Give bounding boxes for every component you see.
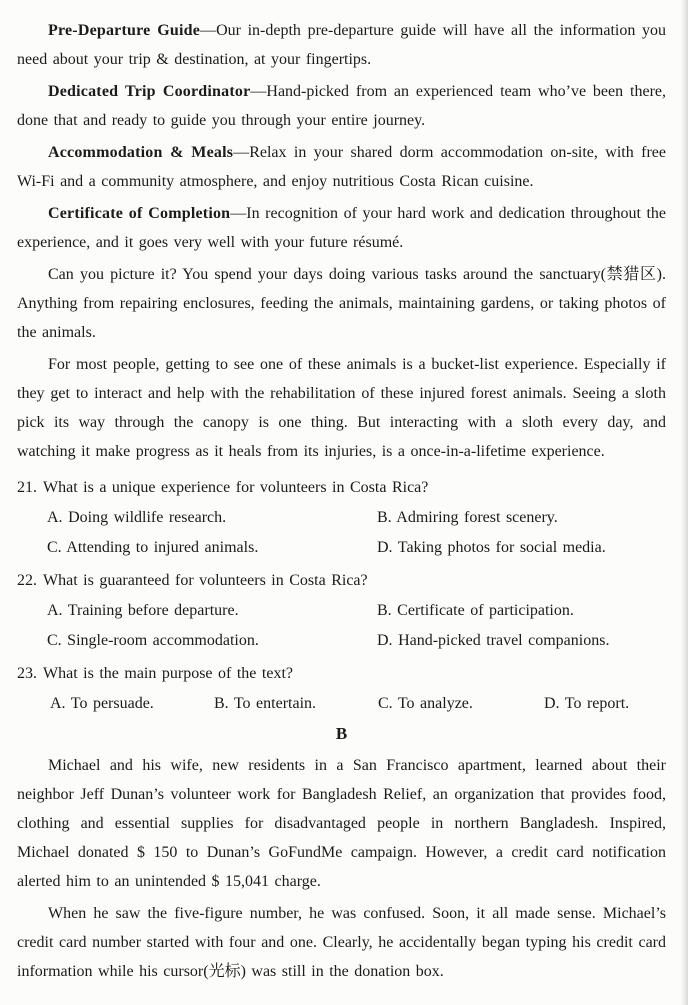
option-text: Taking photos for social media. [397, 539, 606, 556]
option-22-A [47, 596, 377, 626]
option-22-B [377, 596, 666, 626]
question-number: 23. [17, 665, 37, 682]
option-label: C. [47, 539, 62, 556]
feature-accommodation-meals [17, 138, 666, 196]
option-label: A. [50, 695, 66, 712]
option-label: C. [378, 695, 393, 712]
feature-text: —Hand-picked from an experienced team who’ve been there, done that and ready to guide you through your entire journey. [17, 83, 666, 129]
feature-lead: Accommodation & Meals [48, 144, 234, 161]
passage-b-paragraph-1: Michael and his wife, new residents in a San Francisco apartment, learned about their neighbor Jeff Dunan’s volunteer work for Bangladesh Relief, an organization that provides food, clothing and essential supplies for disadvantaged people in northern Bangladesh. Inspired, Michael donated $ 150 to Dunan’s GoFundMe campaign. However, a credit card notification alerted him to an unintended $ 15,041 charge. [17, 757, 666, 890]
option-text: Hand-picked travel companions. [398, 632, 610, 649]
feature-dedicated-trip-coordinator [17, 77, 666, 135]
option-23-D [544, 689, 666, 719]
question-23-stem [17, 659, 666, 689]
feature-text: —Our in-depth pre-departure guide will have all the information you need about your trip & destination, at your fingertips. [17, 22, 666, 68]
option-text: Admiring forest scenery. [396, 509, 558, 526]
passage-a-paragraph-1: Can you picture it? You spend your days doing various tasks around the sanctuary(禁猎区). Anything from repairing enclosures, feeding the animals, maintaining gardens, or taking photos of the animals. [17, 266, 666, 341]
feature-lead: Certificate of Completion [48, 205, 231, 222]
question-text: What is the main purpose of the text? [43, 665, 293, 682]
feature-text: —Relax in your shared dorm accommodation on-site, with free Wi-Fi and a community atmosphere, and enjoy nutritious Costa Rican cuisine. [17, 144, 667, 190]
passage-a [17, 16, 666, 466]
option-21-D [377, 533, 666, 563]
option-label: B. [377, 509, 392, 526]
question-22 [17, 566, 666, 656]
option-23-C [378, 689, 544, 719]
option-label: B. [377, 602, 392, 619]
option-text: To entertain. [233, 695, 317, 712]
passage-b [17, 751, 666, 986]
question-23 [17, 659, 666, 719]
feature-certificate-of-completion [17, 199, 666, 257]
question-22-stem [17, 566, 666, 596]
feature-text: —In recognition of your hard work and dedication throughout the experience, and it goes very well with your future résumé. [17, 205, 667, 251]
option-21-C [47, 533, 377, 563]
question-text: What is a unique experience for volunteers in Costa Rica? [43, 479, 429, 496]
option-21-A [47, 503, 377, 533]
passage-b-paragraph-2: When he saw the five-figure number, he was confused. Soon, it all made sense. Michael’s credit card number started with four and one. Clearly, he accidentally began typing his credit card information while his cursor(光标) was still in the donation box. [17, 905, 666, 980]
option-text: Single-room accommodation. [67, 632, 259, 649]
option-text: Training before departure. [67, 602, 239, 619]
option-22-D [377, 626, 666, 656]
feature-pre-departure-guide [17, 16, 666, 74]
section-b-heading: B [335, 724, 348, 743]
question-23-options [17, 689, 666, 719]
option-text: To report. [564, 695, 630, 712]
option-21-B [377, 503, 666, 533]
option-label: D. [544, 695, 560, 712]
question-number: 22. [17, 572, 37, 589]
option-label: D. [377, 539, 393, 556]
option-23-B [214, 689, 378, 719]
option-label: B. [214, 695, 229, 712]
option-text: To analyze. [397, 695, 473, 712]
option-label: A. [47, 602, 63, 619]
passage-a-paragraph-2: For most people, getting to see one of these animals is a bucket-list experience. Especially if they get to interact and help with the rehabilitation of these injured forest animals. Seeing a sloth pick its way through the canopy is one thing. But interacting with a sloth every day, and watching it make progress as it heals from its injuries, is a once-in-a-lifetime experience. [17, 356, 666, 460]
option-22-C [47, 626, 377, 656]
question-21 [17, 473, 666, 563]
question-22-options [17, 596, 666, 656]
option-text: Attending to injured animals. [66, 539, 259, 556]
question-21-stem [17, 473, 666, 503]
question-number: 21. [17, 479, 37, 496]
option-label: A. [47, 509, 63, 526]
option-label: D. [377, 632, 393, 649]
option-text: Certificate of participation. [397, 602, 574, 619]
option-23-A [50, 689, 214, 719]
questions-section [17, 473, 666, 719]
option-label: C. [47, 632, 62, 649]
option-text: Doing wildlife research. [68, 509, 227, 526]
feature-lead: Dedicated Trip Coordinator [48, 83, 251, 100]
question-21-options [17, 503, 666, 563]
option-text: To persuade. [70, 695, 154, 712]
question-text: What is guaranteed for volunteers in Costa Rica? [43, 572, 368, 589]
feature-lead: Pre-Departure Guide [48, 22, 201, 39]
